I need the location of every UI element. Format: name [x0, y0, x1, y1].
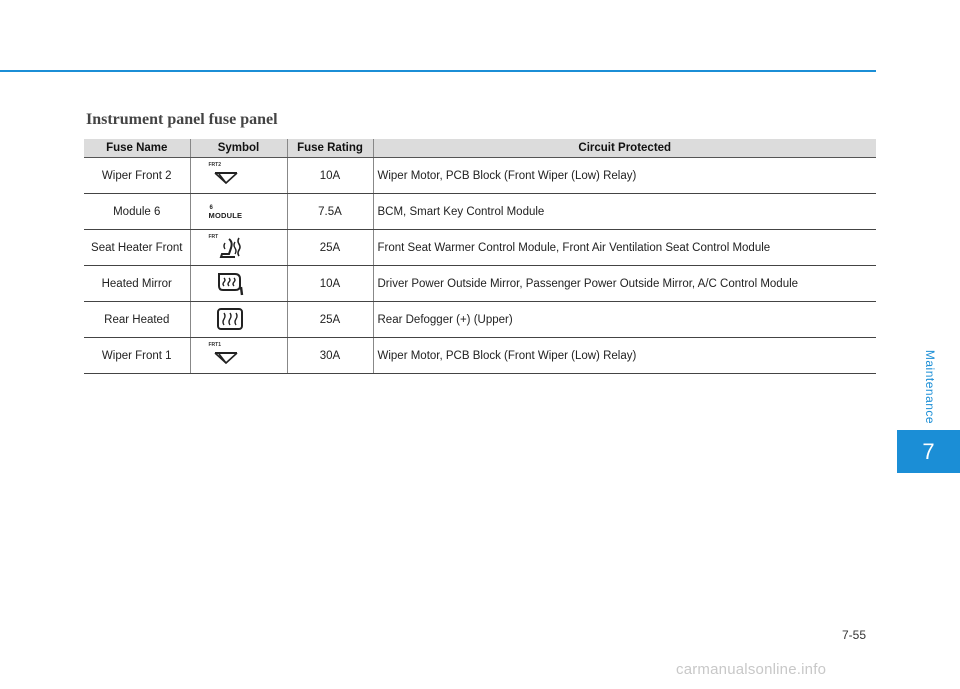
top-rule	[0, 70, 876, 72]
wiper-icon	[205, 162, 255, 188]
seat-heater-icon	[205, 234, 255, 260]
module-label: MODULE	[208, 211, 243, 220]
circuit-protected-cell: Driver Power Outside Mirror, Passenger Power Outside Mirror, A/C Control Module	[373, 266, 876, 302]
header-symbol: Symbol	[190, 139, 287, 158]
fuse-table	[84, 139, 876, 374]
table-row	[84, 158, 876, 194]
circuit-protected-cell: Wiper Motor, PCB Block (Front Wiper (Low) Relay)	[373, 338, 876, 374]
watermark: carmanualsonline.info	[676, 661, 827, 678]
circuit-protected-cell: Rear Defogger (+) (Upper)	[373, 302, 876, 338]
fuse-rating-cell: 25A	[287, 230, 373, 266]
module-number: 6	[209, 205, 213, 211]
chapter-tab: 7	[897, 430, 960, 473]
symbol-cell	[190, 158, 287, 194]
chapter-label: Maintenance	[923, 349, 937, 425]
table-row	[84, 230, 876, 266]
circuit-protected-cell: Front Seat Warmer Control Module, Front Air Ventilation Seat Control Module	[373, 230, 876, 266]
fuse-name-cell: Wiper Front 2	[84, 158, 190, 194]
symbol-cell	[190, 230, 287, 266]
fuse-name-cell: Wiper Front 1	[84, 338, 190, 374]
symbol-tag: FRT2	[208, 162, 221, 168]
symbol-tag: FRT1	[208, 342, 221, 348]
symbol-cell	[190, 266, 287, 302]
fuse-name-cell: Seat Heater Front	[84, 230, 190, 266]
page-number: 7-55	[842, 628, 867, 642]
symbol-cell	[190, 338, 287, 374]
module-icon	[205, 198, 255, 224]
fuse-name-cell: Module 6	[84, 194, 190, 230]
fuse-name-cell: Heated Mirror	[84, 266, 190, 302]
table-row	[84, 338, 876, 374]
fuse-rating-cell: 30A	[287, 338, 373, 374]
fuse-rating-cell: 7.5A	[287, 194, 373, 230]
wiper-icon	[205, 342, 255, 368]
header-circuit-protected: Circuit Protected	[373, 139, 876, 158]
symbol-cell	[190, 302, 287, 338]
fuse-name-cell: Rear Heated	[84, 302, 190, 338]
circuit-protected-cell: BCM, Smart Key Control Module	[373, 194, 876, 230]
fuse-rating-cell: 25A	[287, 302, 373, 338]
symbol-cell	[190, 194, 287, 230]
heated-mirror-icon	[205, 270, 255, 296]
fuse-rating-cell: 10A	[287, 266, 373, 302]
circuit-protected-cell: Wiper Motor, PCB Block (Front Wiper (Low) Relay)	[373, 158, 876, 194]
table-header-row	[84, 139, 876, 158]
header-fuse-rating: Fuse Rating	[287, 139, 373, 158]
rear-defogger-icon	[205, 306, 255, 332]
section-title: Instrument panel fuse panel	[86, 111, 278, 128]
table-row	[84, 266, 876, 302]
table-row	[84, 302, 876, 338]
symbol-tag: FRT	[208, 234, 219, 240]
table-row	[84, 194, 876, 230]
header-fuse-name: Fuse Name	[84, 139, 190, 158]
fuse-rating-cell: 10A	[287, 158, 373, 194]
